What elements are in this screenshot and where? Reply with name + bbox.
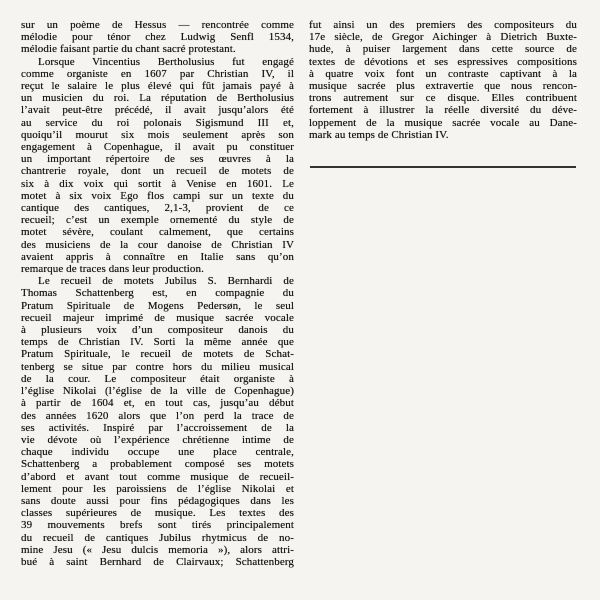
text-line: des années 1620 alors que l’on perd la trace de xyxy=(21,409,294,422)
text-line: reçut le salaire le plus élevé qui fût jamais payé à xyxy=(21,80,294,93)
text-line: quoiqu’il mourut six mois seulement après son xyxy=(21,128,294,141)
text-line: tenberg se situe par contre hors du milieu musical xyxy=(21,360,294,373)
text-line: vie dévote où l’expérience chrétienne intime de xyxy=(21,433,294,446)
text-line: fut ainsi un des premiers des compositeurs du xyxy=(309,19,577,31)
text-line: motet sévère, coulant calmement, que certains xyxy=(21,226,294,239)
text-line: un musicien du roi. La réputation de Bertholusius xyxy=(21,92,294,105)
text-line: chantrerie royale, dont un recueil de motets de xyxy=(21,165,294,178)
text-line: remarque de traces dans leur production. xyxy=(21,263,204,276)
text-line: mélodie faisant partie du chant sacré protestant. xyxy=(21,43,236,56)
text-line: mélodie pour ténor chez Ludwig Senfl 1534, xyxy=(21,31,294,44)
text-line: Thomas Schattenberg est, en compagnie du xyxy=(21,287,294,300)
text-column-left xyxy=(21,19,294,568)
text-line: comme organiste en 1607 par Christian IV, il xyxy=(21,67,294,80)
text-line: loppement de la musique sacrée vocale au Dane- xyxy=(309,116,577,129)
text-line: cantique des cantiques, 2,1-3, provient de ce xyxy=(21,202,294,215)
text-line: motet à six voix Ego flos campi sur un texte du xyxy=(21,189,294,202)
text-line: 17e siècle, de Gregor Aichinger à Dietrich Buxte- xyxy=(309,31,577,44)
text-line: hude, à puiser largement dans cette source de xyxy=(309,43,577,56)
text-line: sur un poème de Hessus — rencontrée comme xyxy=(21,19,294,31)
section-divider-rule xyxy=(310,166,576,168)
text-line: à quatre voix font un contraste captivant à la xyxy=(309,67,577,80)
text-line: sans doute aussi pour fins pédagogiques dans les xyxy=(21,494,294,507)
text-line: Le recueil de motets Jubilus S. Bernhardi de xyxy=(38,275,294,288)
text-line: mark au temps de Christian IV. xyxy=(309,128,449,141)
text-line: lement pour les paroissiens de l’église Nikolai et xyxy=(21,482,294,495)
text-line: musique sacrée plus extravertie que nous rencon- xyxy=(309,80,577,93)
text-line: à partir de 1604 et, en tout cas, jusqu’au début xyxy=(21,397,294,410)
text-line: recueil majeur imprimé de musique sacrée vocale xyxy=(21,311,294,324)
text-line: fortement à illustrer la réelle diversité du déve- xyxy=(309,104,577,117)
text-line: l’avait peut-être précédé, il avait jusqu’alors été xyxy=(21,104,294,117)
text-line: Schattenberg a probablement composé ses motets xyxy=(21,458,294,471)
text-line: textes de dévotions et ses espressives compositions xyxy=(309,55,577,68)
text-line: six à dix voix qui sortit à Venise en 1601. Le xyxy=(21,177,294,190)
text-line: 39 mouvements brefs sont tirés principalement xyxy=(21,519,294,532)
text-line: un important répertoire de ses œuvres à la xyxy=(21,153,294,166)
text-line: à plusieurs voix d’un compositeur danois du xyxy=(21,324,294,337)
text-line: trons autrement sur ce disque. Elles contribuent xyxy=(309,92,577,105)
text-line: temps de Christian IV. Sorti la même année que xyxy=(21,336,294,349)
text-line: mine Jesu (« Jesu dulcis memoria »), alors attri- xyxy=(21,543,294,556)
text-line: engagement à Copenhague, il avait pu constituer xyxy=(21,141,294,154)
text-line: ses activités. Inspiré par l’accroissement de la xyxy=(21,421,294,434)
text-line: avaient appris à connaître en Italie sans qu’on xyxy=(21,250,294,263)
text-line: recueil; c’est un exemple ornementé du style de xyxy=(21,214,294,227)
text-line: Pratum Spirituale de Mogens Pedersøn, le seul xyxy=(21,299,294,312)
text-line: du recueil de cantiques Jubilus rhytmicus de no- xyxy=(21,531,294,544)
text-line: au service du roi polonais Sigismund III et, xyxy=(21,116,294,129)
text-line: de la cour. Le compositeur était organiste à xyxy=(21,372,294,385)
text-column-right xyxy=(309,19,577,141)
text-line: bué à saint Bernhard de Clairvaux; Schattenberg xyxy=(21,555,294,568)
text-line: d’abord et avant tout comme musique de recueil- xyxy=(21,470,294,483)
text-line: des musiciens de la cour danoise de Christian IV xyxy=(21,238,294,251)
text-line: classes supérieures de musique. Les textes des xyxy=(21,507,294,520)
text-line: Pratum Spirituale, le recueil de motets de Schat- xyxy=(21,348,294,361)
text-line: Lorsque Vincentius Bertholusius fut engagé xyxy=(38,55,294,68)
text-line: chaque individu occupe une place centrale, xyxy=(21,446,294,459)
text-line: l’église Nikolai (l’église de la ville de Copenhague) xyxy=(21,385,294,398)
